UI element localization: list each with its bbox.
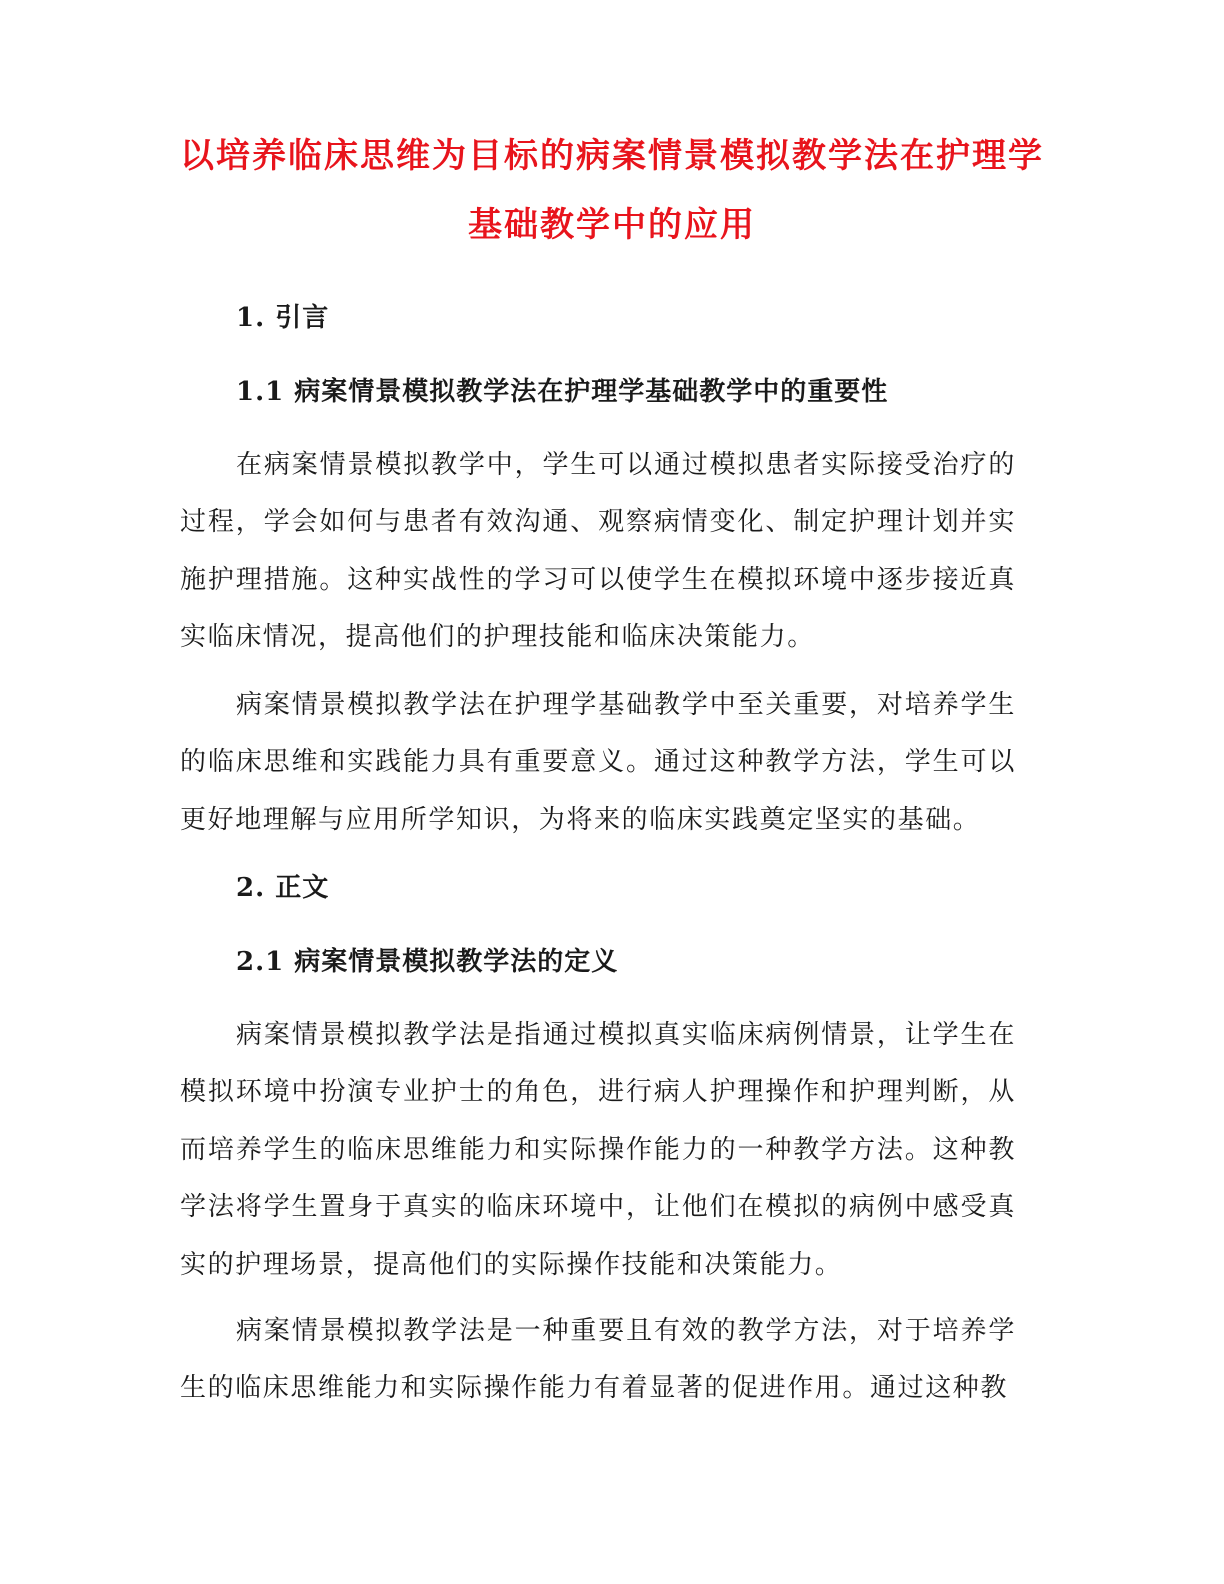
document-title-line-1: 以培养临床思维为目标的病案情景模拟教学法在护理学 [180,136,1044,176]
paragraph: 病案情景模拟教学法是指通过模拟真实临床病例情景，让学生在模拟环境中扮演专业护士的角色，进行病人护理操作和护理判断，从而培养学生的临床思维能力和实际操作能力的一种教学方法。这种教学法将学生置身于真实的临床环境中，让他们在模拟的病例中感受真实的护理场景，提高他们的实际操作技能和决策能力。 [180,1020,1016,1280]
section-heading-introduction: 1. 引言 [236,303,330,333]
document-title-line-2: 基础教学中的应用 [468,205,756,245]
paragraph: 病案情景模拟教学法在护理学基础教学中至关重要，对培养学生的临床思维和实践能力具有重要意义。通过这种教学方法，学生可以更好地理解与应用所学知识，为将来的临床实践奠定坚实的基础。 [180,690,1016,835]
paragraph: 在病案情景模拟教学中，学生可以通过模拟患者实际接受治疗的过程，学会如何与患者有效沟通、观察病情变化、制定护理计划并实施护理措施。这种实战性的学习可以使学生在模拟环境中逐步接近真实临床情况，提高他们的护理技能和临床决策能力。 [180,450,1016,653]
subsection-heading-importance: 1.1 病案情景模拟教学法在护理学基础教学中的重要性 [236,377,889,407]
section-heading-main-body: 2. 正文 [236,873,330,903]
subsection-heading-definition: 2.1 病案情景模拟教学法的定义 [236,947,619,977]
paragraph: 病案情景模拟教学法是一种重要且有效的教学方法，对于培养学生的临床思维能力和实际操作能力有着显著的促进作用。通过这种教 [180,1316,1016,1404]
